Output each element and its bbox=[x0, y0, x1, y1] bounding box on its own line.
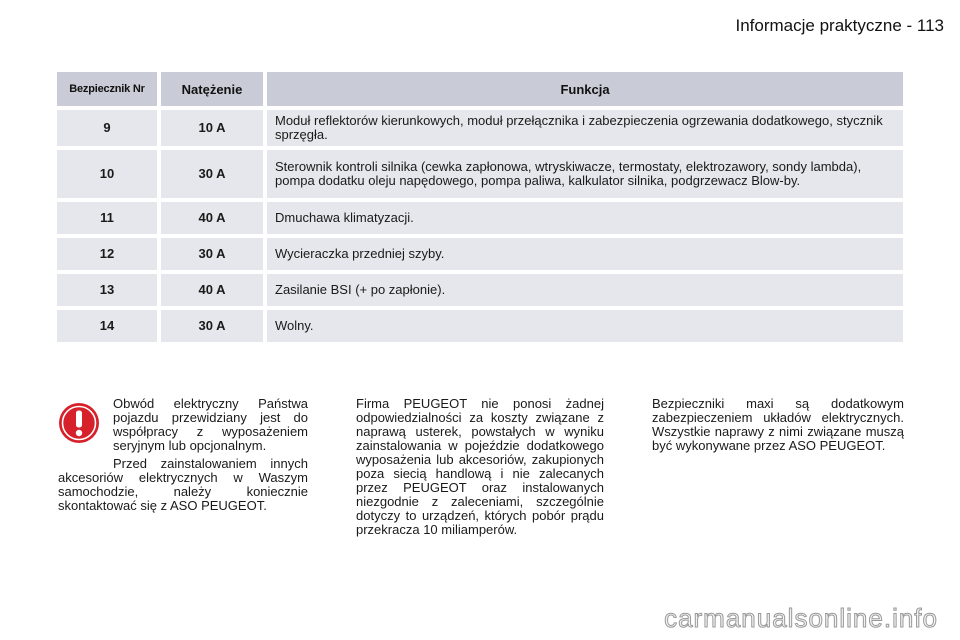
watermark: carmanualsonline.info bbox=[664, 603, 938, 633]
warning-paragraph: Przed zainstalowaniem innych akcesoriów elektrycznych w Waszym samochodzie, należy koniecznie skontaktować się z ASO PEUGEOT. bbox=[58, 456, 308, 513]
fuse-number: 14 bbox=[57, 310, 157, 342]
fuse-number: 13 bbox=[57, 274, 157, 306]
fuse-function: Wolny. bbox=[267, 310, 903, 342]
table-row bbox=[57, 202, 903, 234]
header-function: Funkcja bbox=[267, 72, 903, 106]
warning-paragraph: Obwód elektryczny Państwa pojazdu przewidziany jest do współpracy z wyposażeniem seryjnym lub opcjonalnym. bbox=[113, 396, 308, 453]
fuse-amperage: 40 A bbox=[161, 274, 263, 306]
fuse-amperage: 30 A bbox=[161, 310, 263, 342]
fuse-function: Wycieraczka przedniej szyby. bbox=[267, 238, 903, 270]
table-row bbox=[57, 150, 903, 198]
fuse-amperage: 30 A bbox=[161, 238, 263, 270]
fuse-amperage: 40 A bbox=[161, 202, 263, 234]
header-amperage: Natężenie bbox=[161, 72, 263, 106]
table-row bbox=[57, 310, 903, 342]
liability-paragraph: Firma PEUGEOT nie ponosi żadnej odpowiedzialności za koszty związane z naprawą usterek, powstałych w wyniku zainstalowania w pojeździe dodatkowego wyposażenia lub akcesoriów, zakupionych poza siecią handlową i nie zalecanych przez PEUGEOT oraz instalowanych niezgodnie z zaleceniami, szczególnie dotyczy to urządzeń, których pobór prądu przekracza 10 miliamperów. bbox=[356, 396, 604, 537]
fuse-function: Dmuchawa klimatyzacji. bbox=[267, 202, 903, 234]
fuse-amperage: 10 A bbox=[161, 110, 263, 146]
fuse-function: Moduł reflektorów kierunkowych, moduł przełącznika i zabezpieczenia ogrzewania dodatkowego, stycznik sprzęgła. bbox=[267, 110, 903, 146]
fuse-function: Zasilanie BSI (+ po zapłonie). bbox=[267, 274, 903, 306]
liability-note bbox=[356, 397, 604, 537]
fuse-function: Sterownik kontroli silnika (cewka zapłonowa, wtryskiwacze, termostaty, elektrozawory, sondy lambda), pompa dodatku oleju napędowego, pompa paliwa, kalkulator silnika, podgrzewacz Blow-by. bbox=[267, 150, 903, 198]
maxi-fuse-paragraph: Bezpieczniki maxi są dodatkowym zabezpieczeniem układów elektrycznych. Wszystkie naprawy z nimi związane muszą być wykonywane przez ASO PEUGEOT. bbox=[652, 396, 904, 453]
fuse-number: 12 bbox=[57, 238, 157, 270]
fuse-amperage: 30 A bbox=[161, 150, 263, 198]
fuse-number: 10 bbox=[57, 150, 157, 198]
fuse-number: 9 bbox=[57, 110, 157, 146]
fuse-number: 11 bbox=[57, 202, 157, 234]
table-row bbox=[57, 110, 903, 146]
maxi-fuse-note bbox=[652, 397, 904, 453]
table-header-row bbox=[57, 72, 903, 106]
warning-note bbox=[58, 397, 308, 513]
page-title: Informacje praktyczne - 113 bbox=[735, 16, 944, 35]
fuse-table bbox=[57, 68, 903, 346]
header-fuse-number: Bezpiecznik Nr bbox=[57, 72, 157, 106]
table-row bbox=[57, 238, 903, 270]
table-row bbox=[57, 274, 903, 306]
